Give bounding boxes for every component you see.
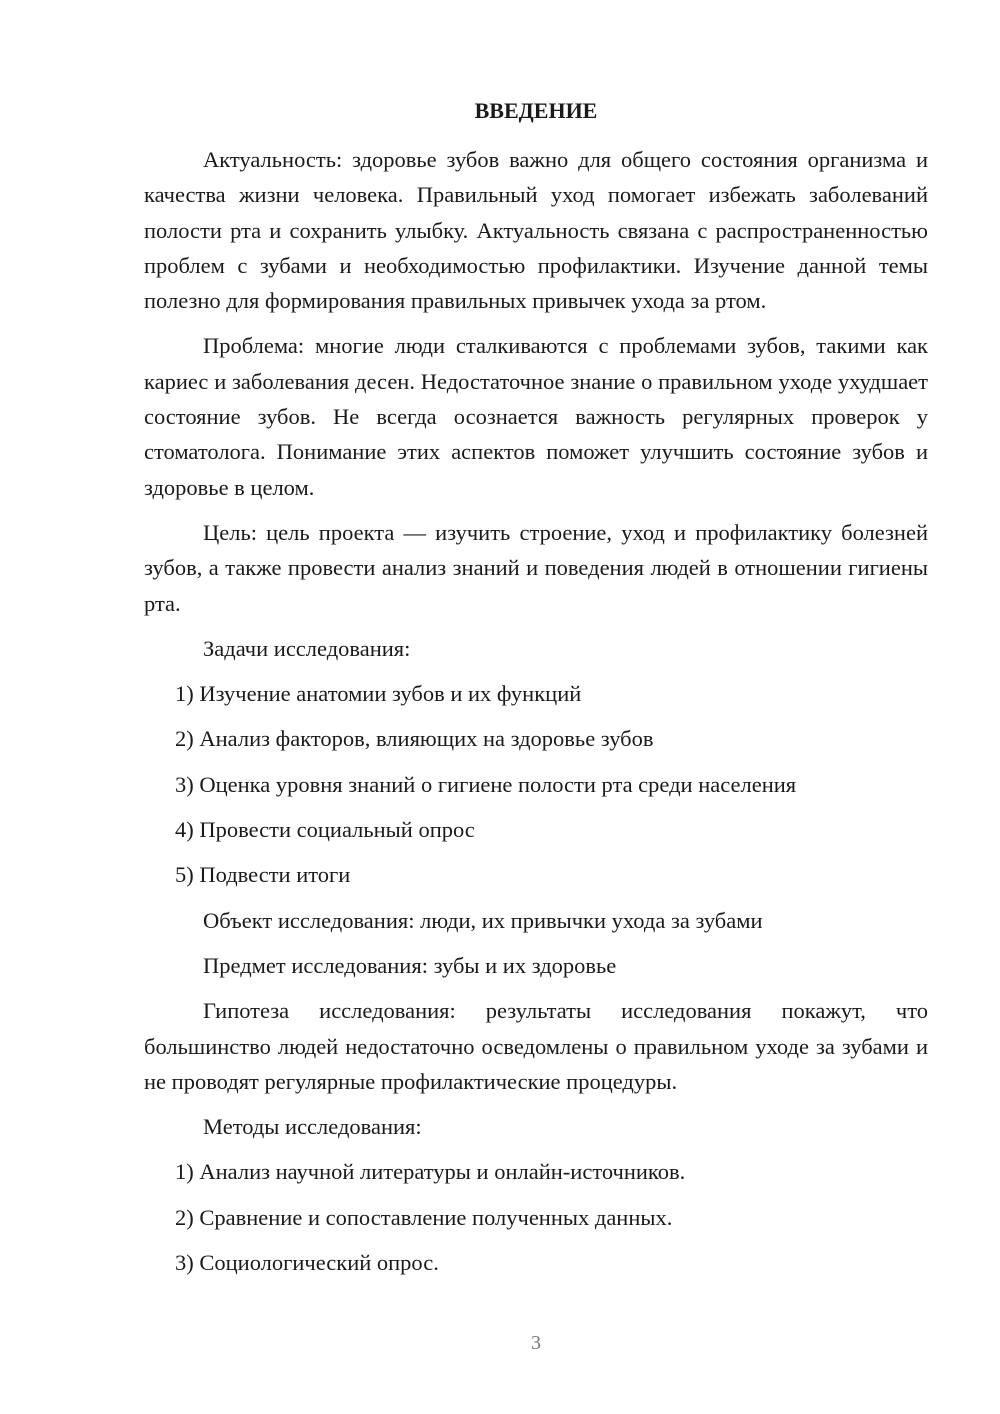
methods-list [144,1154,928,1280]
page-heading: ВВЕДЕНИЕ [474,98,598,123]
list-item: 2) Анализ факторов, влияющих на здоровье зубов [175,726,654,752]
list-item: 1) Анализ научной литературы и онлайн-источников. [175,1159,686,1185]
tasks-title: Задачи исследования: [203,635,411,661]
methods-title: Методы исследования: [203,1114,422,1140]
page-content [144,93,928,1290]
subject-paragraph: Предмет исследования: зубы и их здоровье [203,952,617,978]
object-paragraph: Объект исследования: люди, их привычки ухода за зубами [203,907,763,933]
list-item: 2) Сравнение и сопоставление полученных данных. [175,1204,673,1230]
relevance-paragraph: Актуальность: здоровье зубов важно для общего состояния организма и качества жизни человека. Правильный уход помогает избежать заболеваний полости рта и сохранить улыбку. Актуальность связана с распространенностью проблем с зубами и необходимостью профилактики. Изучение данной темы полезно для формирования правильных привычек ухода за ртом. [144,147,928,314]
problem-paragraph: Проблема: многие люди сталкиваются с проблемами зубов, такими как кариес и заболевания десен. Недостаточное знание о правильном уходе ухудшает состояние зубов. Не всегда осознается важность регулярных проверок у стоматолога. Понимание этих аспектов поможет улучшить состояние зубов и здоровье в целом. [144,333,928,500]
tasks-list [144,676,928,892]
list-item: 5) Подвести итоги [175,862,351,888]
list-item: 3) Социологический опрос. [175,1250,439,1276]
list-item: 4) Провести социальный опрос [175,817,475,843]
list-item: 3) Оценка уровня знаний о гигиене полости рта среди населения [175,771,797,797]
goal-paragraph: Цель: цель проекта — изучить строение, уход и профилактику болезней зубов, а также провести анализ знаний и поведения людей в отношении гигиены рта. [144,519,928,616]
page-number: 3 [531,1332,541,1354]
list-item: 1) Изучение анатомии зубов и их функций [175,681,582,707]
hypothesis-paragraph: Гипотеза исследования: результаты исследования покажут, что большинство людей недостаточно осведомлены о правильном уходе за зубами и не проводят регулярные профилактические процедуры. [144,998,928,1094]
